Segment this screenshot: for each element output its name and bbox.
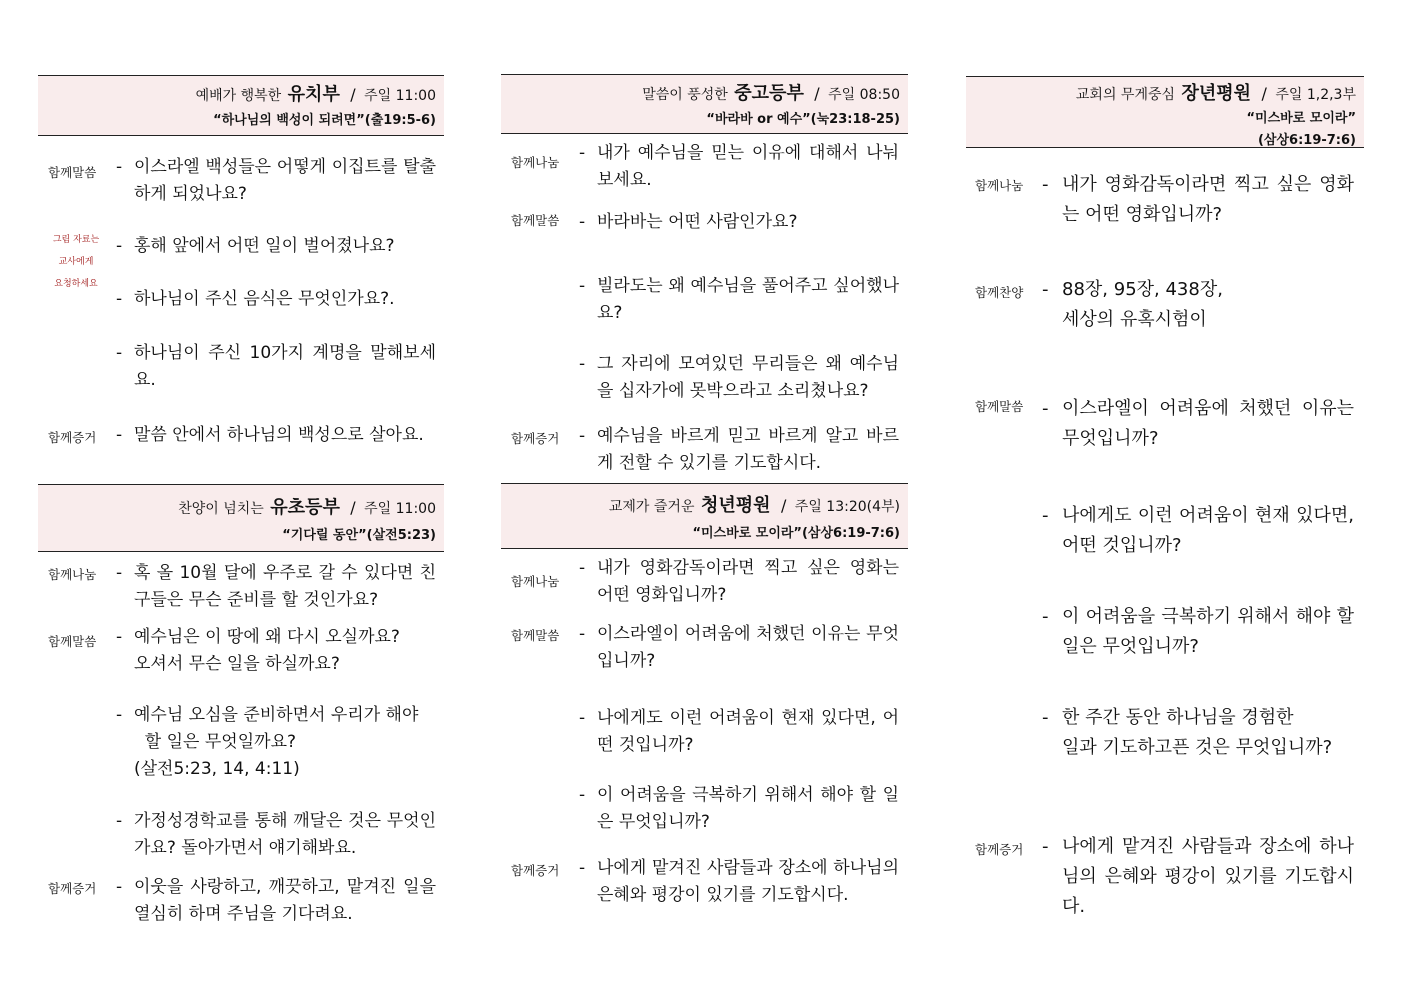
section-subtitle: “하나님의 백성이 되려면”(출19:5-6) — [213, 113, 436, 128]
question-item: - 나에게도 이런 어려움이 현재 있다면, 어떤 것입니까? — [1042, 505, 1354, 556]
tag-word: 함께말씀 — [511, 213, 560, 228]
question-item: - 이스라엘이 어려움에 처했던 이유는 무엇입니까? — [1042, 398, 1354, 449]
section-header-elementary: 찬양이 넘치는 유초등부 / 주일 11:00 “기다릴 동안”(살전5:23) — [38, 484, 444, 552]
question-item: - 이스라엘 백성들은 어떻게 이집트를 탈출하게 되었나요? — [116, 157, 436, 204]
tag-share: 함께나눔 — [975, 178, 1024, 193]
section-prefix: 말씀이 풍성한 — [642, 87, 728, 103]
tag-witness: 함께증거 — [511, 863, 560, 878]
section-prefix: 교제가 즐거운 — [608, 499, 695, 515]
question-item: - 빌라도는 왜 예수님을 풀어주고 싶어했나요? — [579, 276, 899, 323]
tag-share: 함께나눔 — [511, 574, 560, 589]
question-item: - 이스라엘이 어려움에 처했던 이유는 무엇입니까? — [579, 624, 899, 671]
section-title: 유초등부 — [270, 497, 340, 518]
section-time: 주일 11:00 — [364, 88, 436, 104]
section-subtitle: “미스바로 모이라”(삼상6:19-7:6) — [692, 526, 900, 541]
tag-witness: 함께증거 — [511, 431, 560, 446]
question-item: - 하나님이 주신 음식은 무엇인가요?. — [116, 289, 395, 309]
section-title: 유치부 — [287, 84, 340, 105]
section-title: 청년평원 — [700, 495, 771, 516]
question-item: - 혹 올 10월 달에 우주로 갈 수 있다면 친구들은 무슨 준비를 할 것인가요? — [116, 563, 436, 610]
question-item: - 그 자리에 모여있던 무리들은 왜 예수님을 십자가에 못박으라고 소리쳤나요? — [579, 354, 899, 401]
column-youth — [501, 0, 908, 992]
question-item: - 홍해 앞에서 어떤 일이 벌어졌나요? — [116, 236, 395, 256]
section-subtitle-ref: (삼상6:19-7:6) — [1257, 133, 1356, 148]
column-kindergarten — [38, 0, 444, 992]
question-item: - 이웃을 사랑하고, 깨끗하고, 맡겨진 일을 열심히 하며 주님을 기다려요. — [116, 877, 436, 924]
section-time: 주일 1,2,3부 — [1275, 87, 1356, 103]
question-item: - 내가 영화감독이라면 찍고 싶은 영화는 어떤 영화입니까? — [1042, 174, 1354, 225]
question-item: - 가정성경학교를 통해 깨달은 것은 무엇인가요? 돌아가면서 얘기해봐요. — [116, 811, 436, 858]
section-header-kindergarten: 예배가 행복한 유치부 / 주일 11:00 “하나님의 백성이 되려면”(출19:5-6) — [38, 75, 444, 136]
section-time: 주일 11:00 — [364, 501, 436, 517]
question-item: - 바라바는 어떤 사람인가요? — [579, 212, 798, 232]
section-time: 주일 08:50 — [828, 87, 900, 103]
section-time: 주일 13:20(4부) — [794, 499, 900, 515]
tag-word: 함께말씀 — [48, 634, 97, 649]
tag-word: 함께말씀 — [975, 399, 1024, 414]
section-prefix: 예배가 행복한 — [195, 88, 282, 104]
note-teacher-request: 그림 자료는 교사에게 요청하세요 — [52, 235, 100, 289]
section-title: 중고등부 — [734, 83, 804, 104]
section-prefix: 찬양이 넘치는 — [178, 501, 264, 517]
tag-share: 함께나눔 — [48, 567, 97, 582]
section-subtitle: “기다릴 동안”(살전5:23) — [282, 528, 436, 543]
question-item: - 말씀 안에서 하나님의 백성으로 살아요. — [116, 425, 424, 445]
tag-praise: 함께찬양 — [975, 285, 1024, 300]
question-item: - 나에게 맡겨진 사람들과 장소에 하나님의 은혜와 평강이 있기를 기도합시다. — [579, 858, 899, 905]
section-header-adults: 교회의 무게중심 장년평원 / 주일 1,2,3부 “미스바로 모이라” (삼상6:19-7:6) — [966, 76, 1364, 148]
column-adults — [966, 0, 1364, 992]
question-item: - 나에게 맡겨진 사람들과 장소에 하나님의 은혜와 평강이 있기를 기도합시다. — [1042, 836, 1354, 917]
section-header-young-adults: 교제가 즐거운 청년평원 / 주일 13:20(4부) “미스바로 모이라”(삼상6:19-7:6) — [501, 483, 908, 549]
section-subtitle: “바라바 or 예수”(눅23:18-25) — [706, 112, 900, 127]
section-title: 장년평원 — [1181, 83, 1252, 104]
question-item: - 하나님이 주신 10가지 계명을 말해보세요. — [116, 343, 436, 390]
tag-word: 함께말씀 — [48, 165, 97, 180]
question-item: - 예수님 오심을 준비하면서 우리가 해야 할 일은 무엇일까요? (살전5:23, 14, 4:11) — [116, 705, 419, 779]
tag-share: 함께나눔 — [511, 155, 560, 170]
question-item: - 내가 영화감독이라면 찍고 싶은 영화는 어떤 영화입니까? — [579, 558, 899, 605]
tag-word: 함께말씀 — [511, 628, 560, 643]
tag-witness: 함께증거 — [975, 842, 1024, 857]
question-item: - 내가 예수님을 믿는 이유에 대해서 나눠보세요. — [579, 143, 899, 190]
tag-witness: 함께증거 — [48, 881, 97, 896]
tag-witness: 함께증거 — [48, 430, 97, 445]
section-prefix: 교회의 무게중심 — [1075, 87, 1176, 103]
section-subtitle: “미스바로 모이라” — [1246, 111, 1356, 126]
question-item: - 이 어려움을 극복하기 위해서 해야 할 일은 무엇입니까? — [1042, 606, 1354, 657]
question-item: - 나에게도 이런 어려움이 현재 있다면, 어떤 것입니까? — [579, 708, 899, 755]
question-item: - 예수님은 이 땅에 왜 다시 오실까요? 오셔서 무슨 일을 하실까요? — [116, 627, 400, 674]
section-header-youth: 말씀이 풍성한 중고등부 / 주일 08:50 “바라바 or 예수”(눅23:18-25) — [501, 74, 908, 134]
question-item: - 예수님을 바르게 믿고 바르게 알고 바르게 전할 수 있기를 기도합시다. — [579, 426, 899, 473]
question-item: - 이 어려움을 극복하기 위해서 해야 할 일은 무엇입니까? — [579, 785, 899, 832]
question-item: - 88장, 95장, 438장, 세상의 유혹시험이 — [1042, 279, 1223, 330]
question-item: - 한 주간 동안 하나님을 경험한 일과 기도하고픈 것은 무엇입니까? — [1042, 707, 1333, 758]
